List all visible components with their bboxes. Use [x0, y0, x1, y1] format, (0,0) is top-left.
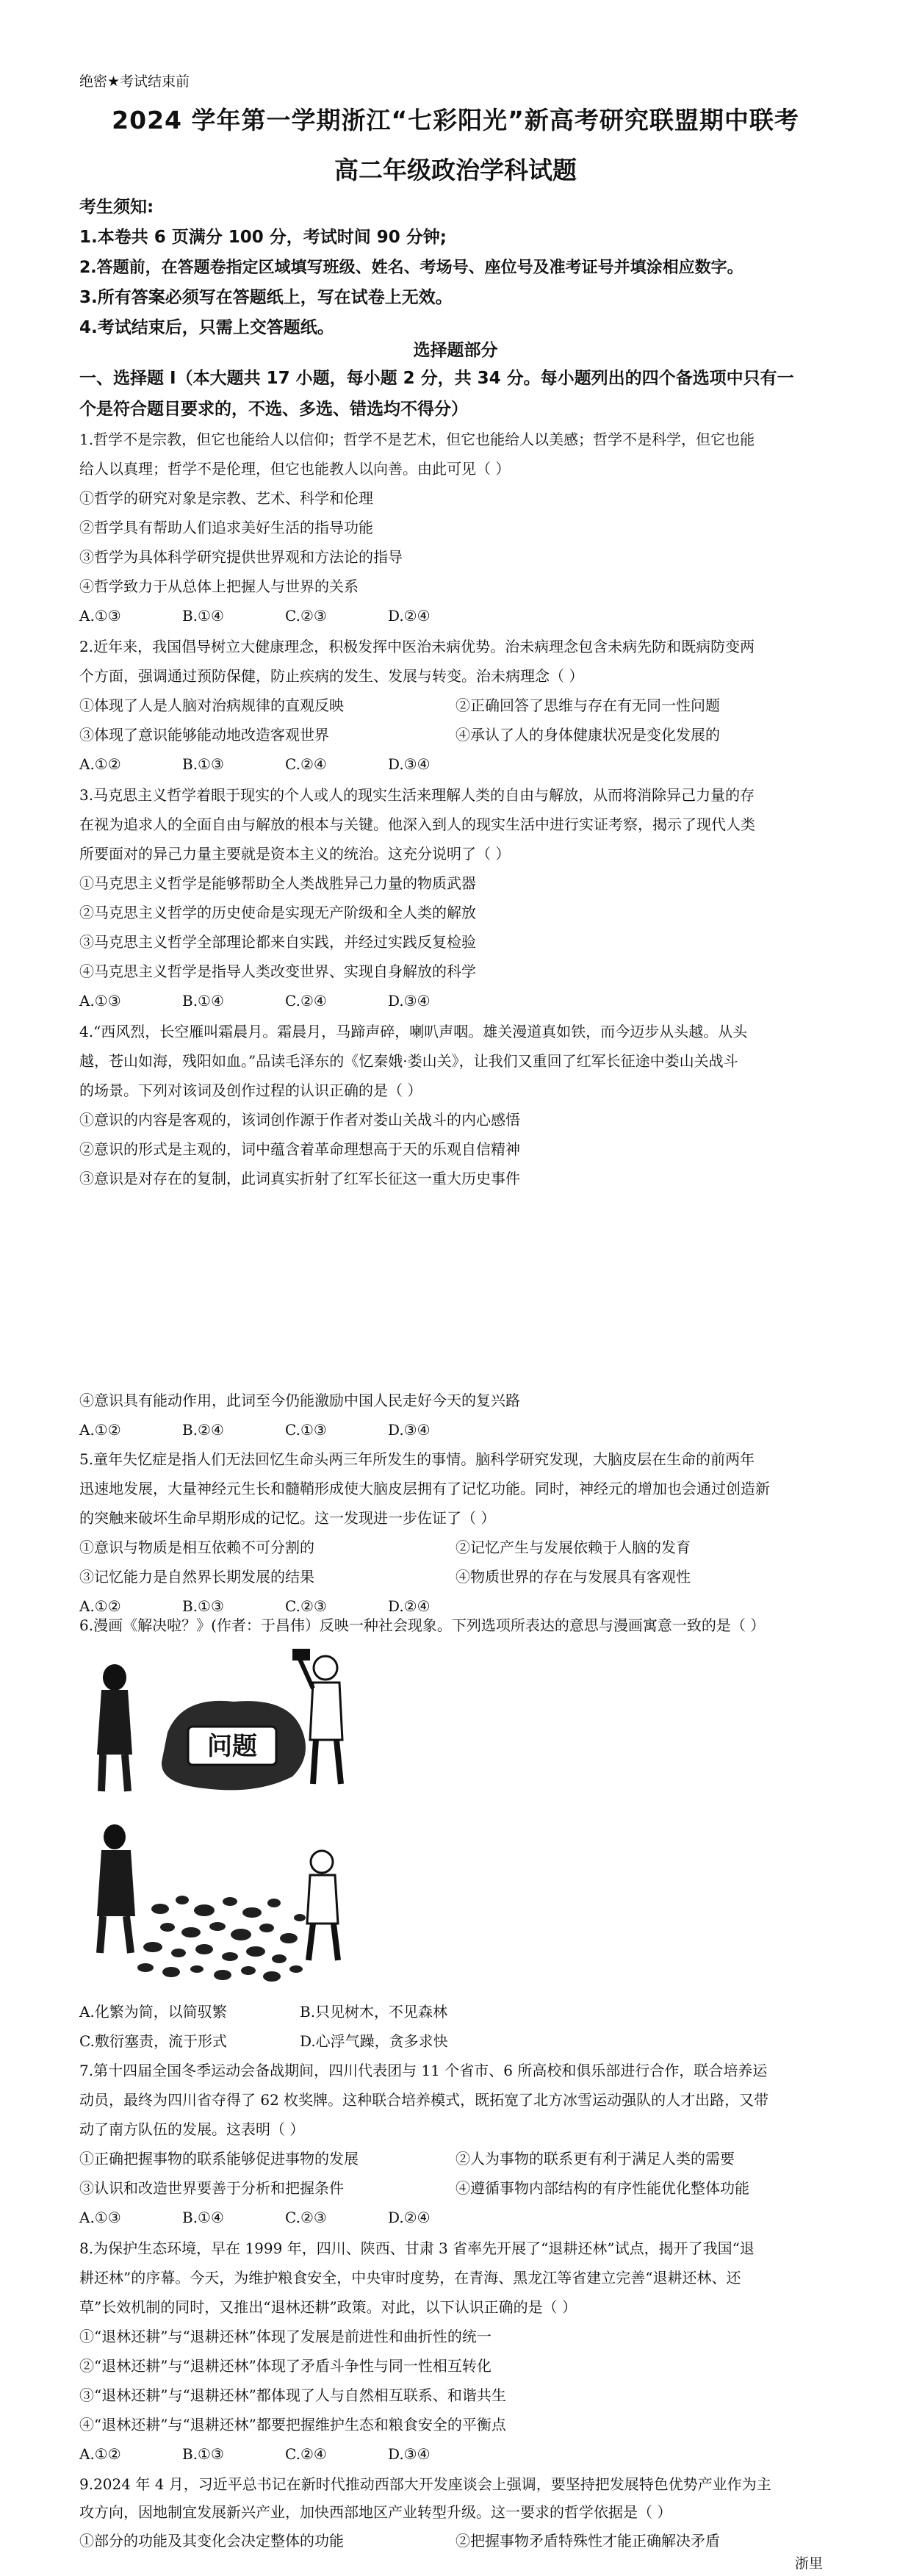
answer-choices [79, 2439, 832, 2469]
question-6-options [79, 1997, 832, 2056]
secret-note: 绝密★考试结束前 [79, 73, 190, 90]
choice-a: A.①③ [79, 992, 121, 1010]
question-9-options [79, 2526, 832, 2555]
notice-item: 4.考试结束后，只需上交答题纸。 [79, 318, 334, 337]
question-6 [79, 1611, 832, 1640]
choice-d: D.③④ [388, 2445, 431, 2463]
option: ②哲学具有帮助人们追求美好生活的指导功能 [79, 519, 373, 536]
question-stem: 迅速地发展，大量神经元生长和髓鞘形成使大脑皮层拥有了记忆功能。同时，神经元的增加也会通过创造新 [79, 1480, 770, 1497]
option: ②人为事物的联系更有利于满足人类的需要 [455, 2150, 735, 2167]
question-9 [79, 2470, 832, 2526]
option: ①“退林还耕”与“退耕还林”体现了发展是前进性和曲折性的统一 [79, 2328, 491, 2345]
man-bottom-head [104, 1824, 126, 1849]
option: ④意识具有能动作用，此词至今仍能激励中国人民走好今天的复兴路 [79, 1392, 520, 1409]
option: ①意识与物质是相互依赖不可分割的 [79, 1539, 314, 1556]
question-4 [79, 1017, 832, 1193]
worker-bottom-legs [309, 1924, 338, 1960]
option-row [79, 1997, 520, 2026]
question-stem: 8.为保护生态环境，早在 1999 年，四川、陕西、甘肃 3 省率先开展了“退耕还林”试点，揭开了我国“退 [79, 2239, 755, 2257]
question-stem: 草”长效机制的同时，又推出“退林还耕”政策。对此，以下认识正确的是（ ） [79, 2298, 577, 2316]
question-5 [79, 1444, 832, 1621]
exam-subtitle: 高二年级政治学科试题 [334, 156, 577, 184]
man-left-legs [101, 1755, 128, 1791]
option: ①部分的功能及其变化会决定整体的功能 [79, 2532, 344, 2550]
part-heading-line: 个是符合题目要求的，不选、多选、错选均不得分） [79, 400, 468, 419]
notice-item: 2.答题前，在答题卷指定区域填写班级、姓名、考场号、座位号及准考证号并填涂相应数字。 [79, 259, 743, 277]
man-bottom-body [97, 1850, 135, 1916]
option: ③哲学为具体科学研究提供世界观和方法论的指导 [79, 548, 403, 566]
choice-b: B.①④ [182, 992, 224, 1010]
question-stem: 9.2024 年 4 月，习近平总书记在新时代推动西部大开发座谈会上强调，要坚持把发展特色优势产业作为主 [79, 2475, 771, 2493]
option: ①正确把握事物的联系能够促进事物的发展 [79, 2150, 359, 2167]
question-stem: 的突触来破坏生命早期形成的记忆。这一发现进一步佐证了（ ） [79, 1509, 496, 1527]
question-stem: 2.近年来，我国倡导树立大健康理念，积极发挥中医治未病优势。治未病理念包含未病先防和既病防变两 [79, 638, 755, 655]
option: ①哲学的研究对象是宗教、艺术、科学和伦理 [79, 489, 373, 507]
option-row [79, 2144, 832, 2173]
worker-bottom-head [311, 1851, 333, 1873]
choice-a: A.①② [79, 755, 121, 773]
choice-b: B.①④ [182, 607, 224, 625]
cartoon-illustration [79, 1644, 366, 1990]
worker-head [314, 1656, 337, 1680]
candidate-notice [79, 193, 832, 343]
question-stem: 6.漫画《解决啦？》(作者：于昌伟）反映一种社会现象。下列选项所表达的意思与漫画寓意一致的是（ ） [79, 1616, 766, 1634]
question-stem: 给人以真理；哲学不是伦理，但它也能教人以向善。由此可见（ ） [79, 460, 511, 478]
option: ②把握事物矛盾特殊性才能正确解决矛盾 [455, 2532, 720, 2550]
question-1 [79, 425, 832, 630]
question-stem: 耕还林”的序幕。今天，为维护粮食安全，中央审时度势，在青海、黑龙江等省建立完善“退耕还林、还 [79, 2269, 741, 2287]
hammer-head [292, 1649, 310, 1661]
option: ②意识的形式是主观的，词中蕴含着革命理想高于天的乐观自信精神 [79, 1140, 520, 1158]
question-7 [79, 2056, 832, 2232]
choice-a: A.①② [79, 2445, 121, 2463]
question-stem: 所要面对的异己力量主要就是资本主义的统治。这充分说明了（ ） [79, 845, 511, 863]
choice-d: D.③④ [388, 992, 431, 1010]
choice-d: D.②④ [388, 1597, 431, 1615]
option: ②记忆产生与发展依赖于人脑的发育 [455, 1539, 691, 1556]
answer-choices [79, 986, 832, 1015]
question-3 [79, 780, 832, 1015]
option-row [79, 1562, 832, 1591]
option: ③“退林还耕”与“退耕还林”都体现了人与自然相互联系、和谐共生 [79, 2386, 506, 2404]
option: ①意识的内容是客观的，该词创作源于作者对娄山关战斗的内心感悟 [79, 1111, 520, 1129]
option: ①马克思主义哲学是能够帮助全人类战胜异己力量的物质武器 [79, 874, 476, 892]
worker-legs [313, 1740, 341, 1784]
choice-d: D.③④ [388, 1421, 431, 1439]
question-stem: 5.童年失忆症是指人们无法回忆生命头两三年所发生的事情。脑科学研究发现，大脑皮层在生命的前两年 [79, 1450, 755, 1468]
hammer-handle [300, 1659, 313, 1688]
option: ①体现了人是人脑对治病规律的直观反映 [79, 697, 344, 714]
option-row [79, 2173, 832, 2203]
choice-c: C.①③ [285, 1421, 327, 1439]
answer-choices [79, 749, 832, 779]
choice-c: C.②④ [285, 2445, 327, 2463]
exam-title: 2024 学年第一学期浙江“七彩阳光”新高考研究联盟期中联考 [112, 106, 799, 134]
choice-c: C.②④ [285, 992, 327, 1010]
choice-a: A.①③ [79, 607, 121, 625]
choice-b: B.①③ [182, 2445, 224, 2463]
notice-item: 3.所有答案必须写在答题纸上，写在试卷上无效。 [79, 288, 453, 307]
footer-watermark: 浙里 [794, 2555, 823, 2572]
question-stem: 在视为追求人的全面自由与解放的根本与关键。他深入到人的现实生活中进行实证考察，揭示了现代人类 [79, 816, 755, 833]
choice-c: C.②③ [285, 1597, 327, 1615]
question-stem: 动员，最终为四川省夺得了 62 枚奖牌。这种联合培养模式，既拓宽了北方冰雪运动强队的人才出路，又带 [79, 2091, 769, 2109]
answer-choices [79, 2203, 832, 2232]
option: ④马克思主义哲学是指导人类改变世界、实现自身解放的科学 [79, 963, 476, 980]
rock-fragments [137, 1896, 306, 1982]
choice-d: D.③④ [388, 755, 431, 773]
man-bottom-legs [100, 1916, 131, 1953]
option: ④遵循事物内部结构的有序性能优化整体功能 [455, 2179, 749, 2197]
man-left-body [97, 1690, 132, 1755]
section-title: 选择题部分 [413, 341, 498, 360]
question-stem: 1.哲学不是宗教，但它也能给人以信仰；哲学不是艺术，但它也能给人以美感；哲学不是科学，但它也能 [79, 431, 755, 448]
part-heading [79, 363, 832, 425]
question-8 [79, 2234, 832, 2469]
option: ③马克思主义哲学全部理论都来自实践，并经过实践反复检验 [79, 933, 476, 951]
question-stem: 动了南方队伍的发展。这表明（ ） [79, 2120, 305, 2138]
rock-label: 问题 [207, 1732, 257, 1761]
choice-a: A.①② [79, 1597, 121, 1615]
option: ④哲学致力于从总体上把握人与世界的关系 [79, 578, 359, 595]
option-row [79, 2526, 832, 2555]
answer-choices [79, 1415, 832, 1444]
option: ②正确回答了思维与存在有无同一性问题 [455, 697, 720, 714]
question-stem: 的场景。下列对该词及创作过程的认识正确的是（ ） [79, 1082, 422, 1099]
notice-heading: 考生须知: [79, 198, 154, 217]
option-row [79, 2026, 520, 2056]
choice-b: B.①③ [182, 755, 224, 773]
notice-item: 1.本卷共 6 页满分 100 分，考试时间 90 分钟; [79, 228, 447, 247]
man-left-head [103, 1664, 126, 1691]
question-stem: 3.马克思主义哲学着眼于现实的个人或人的现实生活来理解人类的自由与解放，从而将消除异己力量的存 [79, 786, 755, 804]
question-2 [79, 632, 832, 779]
question-stem: 7.第十四届全国冬季运动会备战期间，四川代表团与 11 个省市、6 所高校和俱乐部进行合作，联合培养运 [79, 2062, 768, 2079]
option: ③认识和改造世界要善于分析和把握条件 [79, 2179, 344, 2197]
choice-c: C.②④ [285, 755, 327, 773]
worker-body [310, 1683, 342, 1740]
option: D.心浮气躁，贪多求快 [300, 2032, 448, 2050]
choice-a: A.①② [79, 1421, 121, 1439]
worker-bottom-body [307, 1875, 338, 1924]
question-stem: 越，苍山如海，残阳如血。”品读毛泽东的《忆秦娥·娄山关》，让我们又重回了红军长征途中娄山关战斗 [79, 1052, 738, 1070]
option-row [79, 1533, 832, 1562]
choice-a: A.①③ [79, 2209, 121, 2226]
question-stem: 4.“西风烈，长空雁叫霜晨月。霜晨月，马蹄声碎，喇叭声咽。雄关漫道真如铁，而今迈步从头越。从头 [79, 1023, 748, 1040]
option: A.化繁为简，以简驭繁 [79, 2003, 227, 2021]
question-stem: 攻方向，因地制宜发展新兴产业，加快西部地区产业转型升级。这一要求的哲学依据是（ ） [79, 2503, 672, 2521]
part-heading-line: 一、选择题 I（本大题共 17 小题，每小题 2 分，共 34 分。每小题列出的四个备选项中只有一 [79, 369, 794, 388]
option: ④承认了人的身体健康状况是变化发展的 [455, 726, 720, 744]
option: ②“退林还耕”与“退耕还林”体现了矛盾斗争性与同一性相互转化 [79, 2357, 491, 2375]
choice-c: C.②③ [285, 2209, 327, 2226]
choice-b: B.①③ [182, 1597, 224, 1615]
answer-choices [79, 601, 832, 630]
option: ③意识是对存在的复制，此词真实折射了红军长征这一重大历史事件 [79, 1170, 520, 1187]
option: ②马克思主义哲学的历史使命是实现无产阶级和全人类的解放 [79, 904, 476, 921]
option-row [79, 691, 832, 720]
question-4-continued [79, 1386, 832, 1444]
option: ④物质世界的存在与发展具有客观性 [455, 1568, 691, 1586]
choice-b: B.②④ [182, 1421, 224, 1439]
option: B.只见树木，不见森林 [300, 2003, 448, 2021]
choice-d: D.②④ [388, 2209, 431, 2226]
option-row [79, 720, 832, 749]
question-stem: 个方面，强调通过预防保健，防止疾病的发生、发展与转变。治未病理念（ ） [79, 667, 584, 685]
option: ③记忆能力是自然界长期发展的结果 [79, 1568, 314, 1586]
choice-c: C.②③ [285, 607, 327, 625]
option: C.敷衍塞责，流于形式 [79, 2032, 227, 2050]
choice-d: D.②④ [388, 607, 431, 625]
option: ④“退林还耕”与“退耕还林”都要把握维护生态和粮食安全的平衡点 [79, 2416, 506, 2433]
option: ③体现了意识能够能动地改造客观世界 [79, 726, 329, 744]
choice-b: B.①④ [182, 2209, 224, 2226]
